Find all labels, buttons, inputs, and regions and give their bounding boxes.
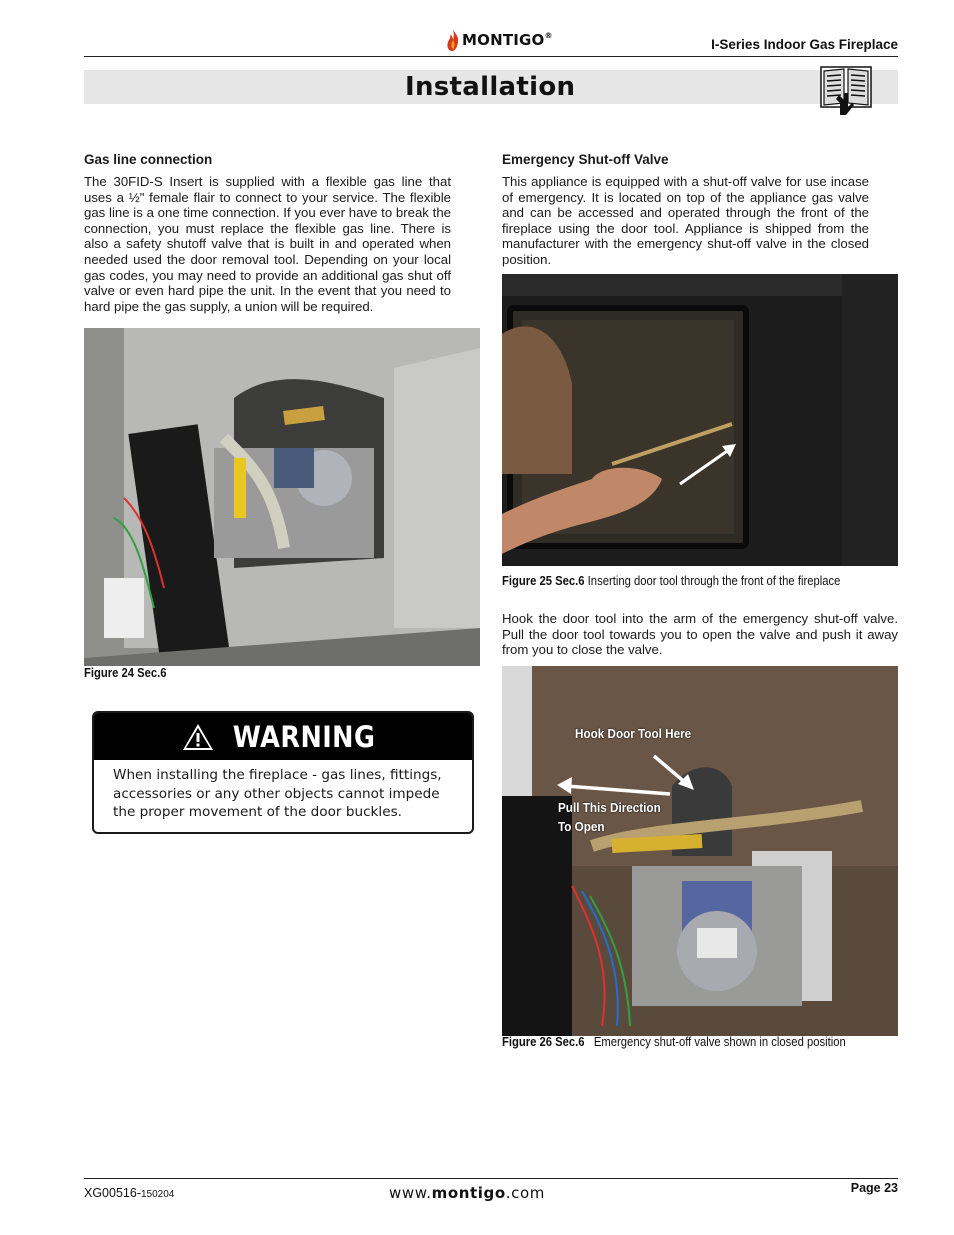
warning-text: When installing the fireplace - gas lines, fittings, accessories or any other objects cannot impede the proper movement of the door buckles. [113, 767, 442, 820]
website-link[interactable] [389, 1184, 545, 1202]
figure-24-caption [84, 666, 167, 680]
brand-name: MONTIGO [462, 31, 545, 49]
door-tool-paragraph: Hook the door tool into the arm of the emergency shut-off valve. Pull the door tool towards you to open the valve and push it away from you to close the valve. [502, 611, 898, 658]
brand-logo [446, 26, 553, 54]
website-brand: montigo [431, 1184, 506, 1202]
pull-direction-label-line2: To Open [558, 819, 605, 834]
figure-25-label: Figure 25 Sec.6 [502, 574, 585, 588]
gas-line-paragraph: The 30FID-S Insert is supplied with a flexible gas line that uses a ½" female flair to connect to your service. The flexible gas line is a one time connection. If you ever have to break the connection, you must replace the flexible gas line. There is also a safety shutoff valve that is built in and operated when needed used the door removal tool. Depending on your local gas codes, you may need to provide an additional gas shut off valve or even hard pipe the unit. In the event that you need to hard pipe the gas supply, a union will be required. [84, 174, 451, 314]
website-prefix: www. [389, 1184, 432, 1202]
footer-divider [84, 1178, 898, 1179]
document-code [84, 1186, 174, 1200]
warning-box [92, 711, 474, 834]
warning-triangle-icon [181, 722, 215, 752]
document-date: 150204 [140, 1189, 175, 1200]
flame-icon [446, 28, 460, 52]
warning-title: WARNING [232, 719, 376, 754]
figure-26-label: Figure 26 Sec.6 [502, 1035, 585, 1049]
figure-26-photo [502, 666, 898, 1036]
figure-25-photo [502, 274, 898, 566]
shutoff-valve-heading: Emergency Shut-off Valve [502, 152, 669, 167]
hook-door-tool-label: Hook Door Tool Here [575, 726, 692, 741]
figure-26-caption [502, 1035, 846, 1049]
page-number: Page 23 [850, 1181, 898, 1195]
pull-direction-label-line1: Pull This Direction [558, 800, 661, 815]
shutoff-valve-paragraph: This appliance is equipped with a shut-off valve for use incase of emergency. It is located on top of the appliance gas valve and can be accessed and operated through the front of the fireplace using the door tool. Appliance is shipped from the manufacturer with the emergency shut-off valve in the closed position. [502, 174, 869, 267]
document-code-prefix: XG00516- [84, 1186, 141, 1200]
figure-25-caption [502, 574, 840, 588]
warning-header [94, 713, 472, 760]
series-title: I-Series Indoor Gas Fireplace [711, 37, 898, 52]
header-divider [84, 56, 898, 57]
figure-25-text: Inserting door tool through the front of the fireplace [587, 574, 841, 588]
brand-registered-mark: ® [544, 31, 553, 40]
figure-24-label: Figure 24 Sec.6 [84, 666, 167, 680]
website-suffix: .com [505, 1184, 545, 1202]
figure-26-text: Emergency shut-off valve shown in closed position [593, 1035, 846, 1049]
figure-24-photo [84, 328, 480, 666]
gas-line-heading: Gas line connection [84, 152, 213, 167]
section-title: Installation [405, 72, 576, 102]
manual-book-icon [820, 63, 872, 115]
